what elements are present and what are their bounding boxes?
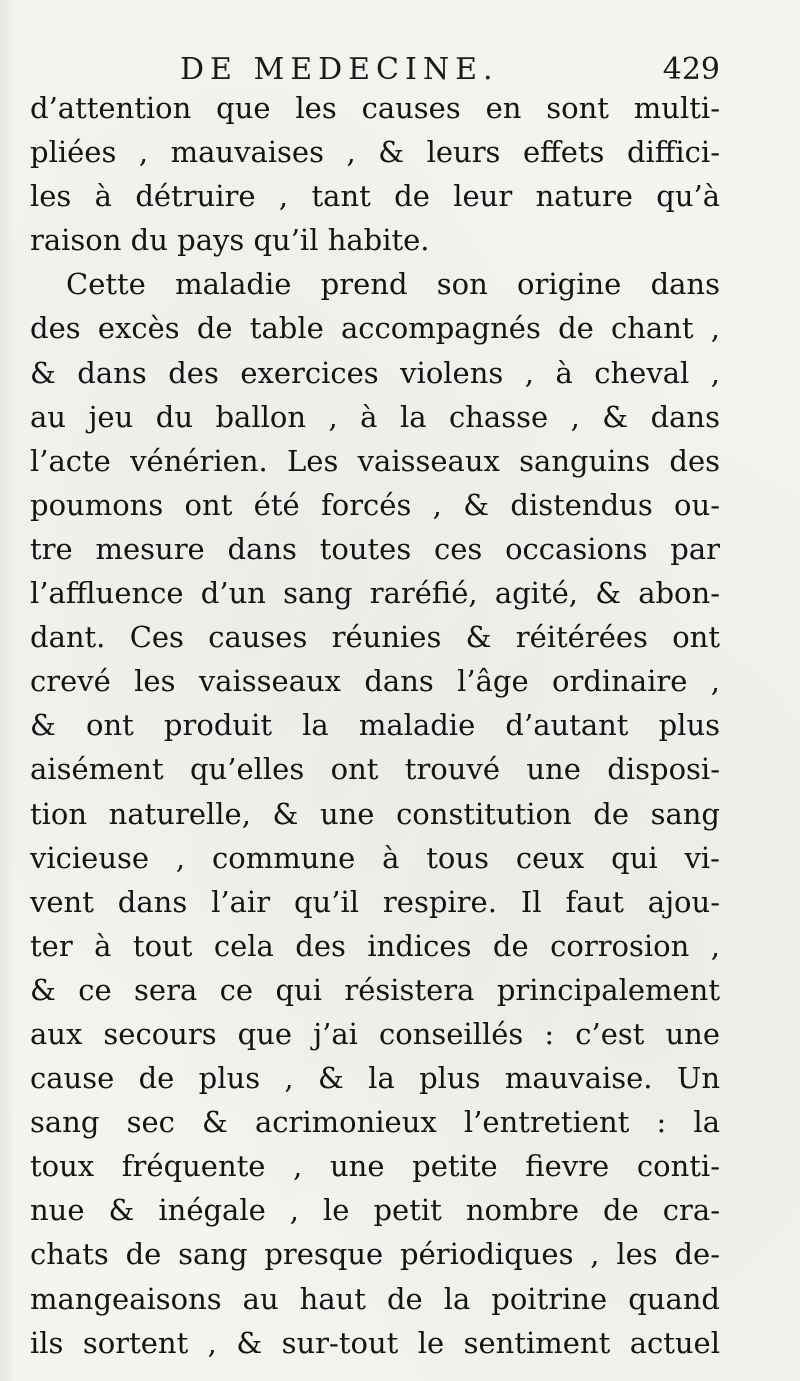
text-line: & ont produit la maladie d’autant plus [30,708,720,743]
text-line: l’acte vénérien. Les vaisseaux sanguins des [30,443,720,478]
running-title: DE MEDECINE. [180,52,499,87]
text-line: poumons ont été forcés , & distendus ou- [30,487,720,522]
text-line: crevé les vaisseaux dans l’âge ordinaire , [30,664,720,699]
text-line: les à détruire , tant de leur nature qu’à [30,179,720,214]
text-line: & dans des exercices violens , à cheval , [30,355,720,390]
text-line: chats de sang presque périodiques , les de- [30,1237,720,1272]
text-line: au jeu du ballon , à la chasse , & dans [30,399,720,434]
text-line: vent dans l’air qu’il respire. Il faut ajou- [30,884,720,919]
text-line: l’affluence d’un sang raréfié, agité, & abon- [30,576,720,611]
text-line: nue & inégale , le petit nombre de cra- [30,1193,720,1228]
text-line: aisément qu’elles ont trouvé une disposi- [30,752,720,787]
text-line: pliées , mauvaises , & leurs effets diffici- [30,135,720,170]
text-line: & ce sera ce qui résistera principalement [30,972,720,1007]
text-line: tion naturelle, & une constitution de sang [30,796,720,831]
paragraph-first-line: Cette maladie prend son origine dans [66,267,720,302]
text-line: vicieuse , commune à tous ceux qui vi- [30,840,720,875]
text-line: dant. Ces causes réunies & réitérées ont [30,620,720,655]
text-line: d’attention que les causes en sont multi- [30,91,720,125]
text-line: tre mesure dans toutes ces occasions par [30,531,720,566]
text-line: ils sortent , & sur-tout le sentiment actuel [30,1325,720,1360]
body-text [30,86,720,1365]
text-line: ter à tout cela des indices de corrosion , [30,928,720,963]
text-line: aux secours que j’ai conseillés : c’est une [30,1016,720,1051]
text-line: sang sec & acrimonieux l’entretient : la [30,1105,720,1140]
text-line: des excès de table accompagnés de chant , [30,311,720,346]
text-line: cause de plus , & la plus mauvaise. Un [30,1061,720,1096]
page-gutter [0,0,14,1381]
page-number: 429 [662,52,720,87]
text-line: mangeaisons au haut de la poitrine quand [30,1281,720,1316]
text-line: toux fréquente , une petite fievre conti- [30,1149,720,1184]
text-line: raison du pays qu’il habite. [30,223,430,258]
